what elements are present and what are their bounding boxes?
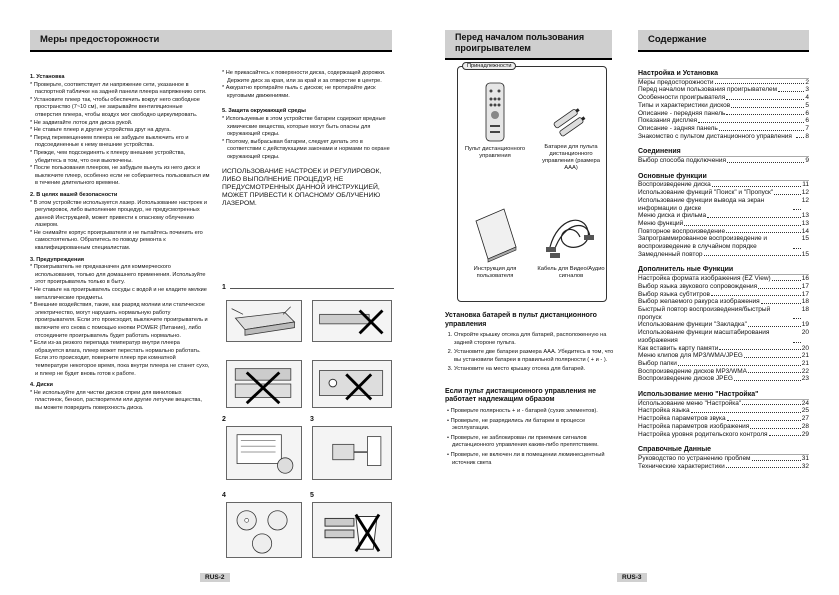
toc-entry[interactable]	[638, 345, 809, 353]
manual-book-icon	[470, 203, 520, 263]
toc-leader	[719, 345, 800, 351]
toc-page-number: 12	[801, 196, 809, 204]
step: 2. Установите две батареи размера AAA. Убедитесь в том, что вы установили батареи в правильной полярности ( + и - ).	[454, 349, 615, 364]
toc-entry[interactable]	[638, 102, 809, 110]
bullet: * Проверьте, соответствует ли напряжение сети, указанное в паспортной табличке на задней панели плеера напряжению сети.	[30, 82, 210, 97]
toc-entry-title: Запрограммированное воспроизведение и воспроизведение в случайном порядке	[638, 235, 768, 251]
left-page-title: Меры предосторожности	[30, 30, 392, 52]
toc-leader	[744, 352, 801, 358]
battery-icon	[551, 101, 591, 141]
toc-page-number: 18	[801, 305, 809, 313]
toc-page-number: 31	[801, 454, 809, 462]
figure-tray-push	[312, 300, 392, 342]
toc-entry[interactable]	[638, 79, 809, 87]
toc-entry-title: Использование функции "Закладка"	[638, 321, 747, 329]
toc-leader	[727, 157, 804, 163]
page-number-left: RUS-2	[200, 573, 230, 582]
toc-page-number: 20	[801, 344, 809, 352]
step: 1. Откройте крышку отсека для батарей, расположенную на задней стороне пульта.	[454, 332, 615, 347]
section-title: 5. Защита окружающей среды	[222, 108, 306, 115]
toc-leader	[793, 197, 801, 210]
toc-entry[interactable]	[638, 235, 809, 250]
toc-page-number: 11	[802, 181, 809, 189]
trouble-item: • Проверьте полярность + и - батарей (сухих элементов).	[452, 408, 615, 416]
page-number-right: RUS-3	[617, 573, 647, 582]
toc-entry[interactable]	[638, 125, 809, 133]
toc-entry-title: Типы и характеристики дисков	[638, 101, 731, 109]
toc-entry[interactable]	[638, 415, 809, 423]
remote-trouble-list	[445, 408, 615, 467]
toc-entry[interactable]	[638, 463, 809, 471]
figure-moisture	[226, 426, 302, 480]
toc-leader	[691, 407, 801, 413]
toc-entry[interactable]	[638, 352, 809, 360]
toc-entry-title: Перед началом пользования проигрывателем	[638, 86, 778, 94]
toc-leader	[752, 455, 801, 461]
toc-entry-title: Повторное воспроизведение	[638, 227, 726, 235]
toc-page-number: 17	[801, 282, 809, 290]
toc-leader	[793, 329, 801, 342]
av-cable-icon	[544, 207, 598, 263]
toc-entry[interactable]	[638, 251, 809, 259]
toc-leader	[748, 321, 801, 327]
toc-leader	[727, 415, 801, 421]
toc-entry-title: Настройка параметров звука	[638, 415, 726, 423]
figure-no-stacking	[226, 360, 302, 408]
accessory-manual	[460, 203, 530, 280]
toc-entry-title: Настройка параметров изображения	[638, 422, 750, 430]
bullet: * Используемые в этом устройстве батареи содержат вредные химические вещества, которые могут быть опасны для окружающей среды.	[222, 116, 394, 139]
toc-page-number: 3	[805, 86, 809, 94]
toc-leader	[750, 423, 800, 429]
toc-entry-title: Использование функции масштабирования изображения	[638, 329, 770, 344]
toc-entry-title: Использование функций "Поиск" и "Пропуск"	[638, 189, 774, 197]
toc-leader	[769, 431, 801, 437]
toc-leader	[772, 275, 801, 281]
toc-page-number: 32	[801, 462, 809, 470]
trouble-item: • Проверьте, не разрядились ли батареи в процессе эксплуатации.	[452, 418, 615, 433]
toc-entry[interactable]	[638, 133, 809, 141]
toc-page-number: 28	[801, 422, 809, 430]
toc-page-number: 12	[801, 189, 809, 197]
toc-leader	[707, 212, 801, 218]
toc-entry-title: Настройка уровня родительского контроля	[638, 430, 768, 438]
figure-player-ventilation	[226, 300, 302, 342]
toc-leader	[778, 86, 804, 92]
toc-entry[interactable]	[638, 189, 809, 197]
toc-page-number: 2	[805, 78, 809, 86]
accessory-batteries	[536, 101, 606, 172]
bullet: * Не ставьте плеер и другие устройства друг на друга.	[30, 127, 210, 135]
toc-entry[interactable]	[638, 360, 809, 368]
bullet: * Поэтому, выбрасывая батареи, следует делать это в соответствии с действующими законами и нормами по охране окружающей среды.	[222, 139, 394, 162]
cross-mark-icon	[313, 361, 391, 407]
toc-leader	[731, 102, 804, 108]
toc-entry[interactable]	[638, 197, 809, 212]
toc-page-number: 14	[801, 227, 809, 235]
accessory-label: Пульт дистанционного управления	[464, 146, 526, 159]
toc-page-number: 17	[801, 290, 809, 298]
toc-page-number: 23	[801, 375, 809, 383]
toc-entry[interactable]	[638, 157, 809, 165]
precautions-column-1	[30, 70, 210, 413]
toc-page-number: 27	[801, 415, 809, 423]
toc-entry-title: Выбор языка субтитров	[638, 290, 710, 298]
toc-entry[interactable]	[638, 212, 809, 220]
table-of-contents	[638, 70, 809, 470]
bullet: * Перед перемещением плеера не забудьте выключить его и подсоединенные к нему внешние устройства.	[30, 135, 210, 150]
toc-page-number: 22	[801, 367, 809, 375]
toc-entry[interactable]	[638, 228, 809, 236]
figure-battery-disposal	[312, 502, 392, 558]
toc-entry[interactable]	[638, 181, 809, 189]
figure-disc-handling	[226, 502, 302, 558]
toc-entry[interactable]	[638, 110, 809, 118]
toc-leader	[711, 291, 801, 297]
toc-group-title: Дополнитель ные Функции	[638, 266, 809, 275]
bullet: * Внешние воздействия, такие, как разряд молнии или статическое электричество, могут нарушить нормальную работу проигрывателя. Если это происходит, выключите проигрыватель и включите его снова с помощью кнопки POWER (Питание), либо отсоедините проигрыватель будет работать нормально.	[30, 302, 210, 340]
toc-page-number: 15	[801, 250, 809, 258]
accessories-box	[457, 63, 607, 302]
laser-warning: ИСПОЛЬЗОВАНИЕ НАСТРОЕК И РЕГУЛИРОВОК, ЛИБО ВЫПОЛНЕНИЕ ПРОЦЕДУР, НЕ ПРЕДУСМОТРЕННЫХ ДАННОЙ ИНСТРУКЦИЕЙ, МОЖЕТ ПРИВЕСТИ К ОПАСНОМУ ОБЛУЧЕНИЮ ЛАЗЕРОМ.	[222, 167, 382, 208]
remote-control-icon	[480, 81, 510, 143]
toc-entry[interactable]	[638, 423, 809, 431]
bullet: * Проигрыватель не предназначен для коммерческого использования, только для домашнего применения. Используйте этот проигрыватель только в быту.	[30, 264, 210, 287]
toc-leader	[742, 400, 801, 406]
toc-page-number: 29	[801, 430, 809, 438]
battery-install-steps	[445, 332, 615, 374]
toc-entry-title: Выбор желаемого ракурса изображения	[638, 298, 760, 306]
toc-page-number: 5	[805, 101, 809, 109]
toc-page-number: 9	[805, 157, 809, 165]
figure-unplug	[312, 426, 392, 480]
toc-page-number: 8	[805, 132, 809, 140]
toc-entry[interactable]	[638, 94, 809, 102]
bullet: * Аккуратно протирайте пыль с дисков; не протирайте диск круговыми движениями.	[222, 85, 394, 100]
toc-entry-title: Особенности проигрывателя	[638, 94, 726, 102]
toc-entry[interactable]	[638, 368, 809, 376]
toc-page-number: 15	[801, 235, 809, 243]
toc-leader	[712, 181, 802, 187]
toc-entry[interactable]	[638, 283, 809, 291]
toc-page-number: 21	[801, 352, 809, 360]
toc-page-number: 6	[805, 117, 809, 125]
toc-group-title: Настройка и Установка	[638, 70, 809, 79]
bullet: * Не ставьте на проигрыватель сосуды с водой и не кладите мелкие металлические предметы.	[30, 287, 210, 302]
bullet: * Не используйте для чистки дисков спреи для виниловых пластинок, бензол, растворители или другие летучие вещества, вы можете повредить поверхность диска.	[30, 390, 210, 413]
toc-page-number: 25	[801, 407, 809, 415]
toc-leader	[715, 79, 805, 85]
toc-entry[interactable]	[638, 117, 809, 125]
toc-title: Содержание	[638, 30, 809, 52]
toc-leader	[761, 298, 801, 304]
precautions-column-2	[222, 70, 394, 209]
toc-page-number: 24	[801, 399, 809, 407]
toc-page-number: 19	[801, 321, 809, 329]
toc-entry[interactable]	[638, 86, 809, 94]
toc-entry-title: Настройка языка	[638, 407, 690, 415]
divider	[230, 288, 394, 289]
toc-leader	[748, 368, 801, 374]
toc-entry[interactable]	[638, 375, 809, 383]
trouble-item: • Проверьте, не включен ли в помещении люминесцентный источник света	[452, 452, 615, 467]
toc-page-number: 16	[801, 275, 809, 283]
toc-leader	[774, 189, 801, 195]
toc-page-number: 6	[805, 109, 809, 117]
toc-entry[interactable]	[638, 306, 809, 321]
bullet: * Прежде, чем подсоединять к плееру внешние устройства, убедитесь в том, что они выключены.	[30, 150, 210, 165]
toc-entry-title: Меню диска и фильма	[638, 212, 707, 220]
toc-leader	[698, 117, 804, 123]
bullet: * Не прикасайтесь к поверхности диска, содержащей дорожки. Держите диск за края, или за край и за отверстие в центре.	[222, 70, 394, 85]
toc-entry-title: Воспроизведение диска	[638, 181, 711, 189]
hand-icon	[227, 427, 301, 479]
dvd-player-illustration	[227, 301, 301, 341]
bullet: * Не задвигайте лоток для диска рукой.	[30, 120, 210, 128]
toc-entry-title: Технические характеристики	[638, 462, 725, 470]
toc-entry-title: Знакомство с пультом дистанционного управления	[638, 132, 792, 140]
battery-instructions	[445, 312, 615, 469]
bullet: * Если из-за резкого перепада температур внутри плеера образуется влага, плеер может перестать нормально работать. Если это происходит, поверните плеер при комнатной температуре некоторое время, пока внутри плеера не станет сухо, и плеер не будет вновь готов к работе.	[30, 340, 210, 378]
toc-entry[interactable]	[638, 455, 809, 463]
toc-entry[interactable]	[638, 275, 809, 283]
toc-leader	[726, 463, 801, 469]
toc-entry-title: Меню функций	[638, 219, 684, 227]
section-title: 3. Предупреждения	[30, 256, 85, 263]
toc-entry-title: Руководство по устранению проблем	[638, 454, 751, 462]
cross-mark-icon	[313, 301, 391, 341]
toc-leader	[726, 228, 801, 234]
toc-leader	[719, 125, 805, 131]
accessory-label: Инструкция для пользователя	[473, 266, 517, 279]
toc-entry-title: Описание - задняя панель	[638, 124, 718, 132]
toc-page-number: 21	[801, 359, 809, 367]
accessory-label: Кабель для Видео/Аудио сигналов	[537, 266, 605, 279]
figure-number: 1	[222, 284, 226, 291]
bullet: * Не снимайте корпус проигрывателя и не пытайтесь починить его самостоятельно. Обратитесь по поводу ремонта к квалифицированным специалистам.	[30, 230, 210, 253]
bullet: * В этом устройстве используется лазер. Использование настроек и регулировок, либо выполнение процедур, не предусмотренных данной Инструкцией, может привести к опасному облучению лазером.	[30, 200, 210, 230]
remote-trouble-title: Если пульт дистанционного управления не работает надлежащим образом	[445, 387, 597, 404]
battery-install-title: Установка батарей в пульт дистанционного управления	[445, 312, 597, 328]
toc-group-title: Соединения	[638, 148, 809, 157]
section-title: 4. Диски	[30, 382, 53, 389]
toc-page-number: 13	[801, 219, 809, 227]
toc-page-number: 18	[801, 298, 809, 306]
toc-entry[interactable]	[638, 298, 809, 306]
figure-number: 5	[310, 492, 314, 499]
toc-leader	[684, 220, 800, 226]
toc-entry-title: Показания дисплея	[638, 117, 698, 125]
toc-leader	[726, 94, 804, 100]
toc-page-number: 13	[801, 212, 809, 220]
toc-leader	[758, 283, 801, 289]
toc-entry-title: Меню клипов для MP3/WMA/JPEG	[638, 352, 743, 360]
toc-page-number: 7	[805, 124, 809, 132]
trouble-item: • Проверьте, не заблокирован ли приемник сигналов дистанционного управления каким-либо препятствием.	[452, 435, 615, 450]
toc-entry-title: Настройка формата изображения (EZ View)	[638, 275, 771, 283]
plug-icon	[313, 427, 391, 479]
toc-entry-title: Выбор языка звукового сопровождения	[638, 282, 758, 290]
cross-mark-icon	[313, 503, 391, 557]
accessory-remote	[460, 81, 530, 160]
toc-leader	[678, 360, 801, 366]
toc-leader	[796, 133, 804, 139]
figure-number: 3	[310, 416, 314, 423]
toc-entry-title: Воспроизведение дисков MP3/WMA	[638, 367, 747, 375]
toc-group-title: Справочные Данные	[638, 446, 809, 455]
accessories-tag: Принадлежности	[462, 62, 516, 70]
toc-leader	[734, 375, 801, 381]
cross-mark-icon	[227, 361, 301, 407]
accessory-cable	[536, 207, 606, 280]
toc-entry-title: Быстрый повтор воспроизведения/быстрый пропуск	[638, 305, 771, 321]
toc-page-number: 20	[801, 329, 809, 337]
figure-rear-connection	[312, 360, 392, 408]
toc-entry-title: Выбор способа подключения	[638, 157, 727, 165]
toc-group-title: Основные функции	[638, 173, 809, 182]
toc-entry-title: Выбор папки	[638, 359, 677, 367]
toc-entry-title: Воспроизведение дисков JPEG	[638, 375, 733, 383]
figure-number: 4	[222, 492, 226, 499]
bullet: * Установите плеер так, чтобы обеспечить вокруг него свободное пространство (7~10 см), не закрывайте вентиляционные отверстия плеера, чтобы воздух мог свободно циркулировать.	[30, 97, 210, 120]
middle-page-title: Перед началом пользования проигрывателем	[445, 30, 612, 60]
toc-entry[interactable]	[638, 407, 809, 415]
toc-leader	[726, 110, 804, 116]
toc-page-number: 4	[805, 94, 809, 102]
accessory-label: Батареи для пульта дистанционного управления (размера AAA)	[542, 144, 600, 171]
toc-group-title: Использование меню "Настройка"	[638, 391, 809, 400]
toc-leader	[704, 251, 801, 257]
toc-leader	[793, 306, 801, 319]
toc-entry[interactable]	[638, 329, 809, 344]
toc-entry[interactable]	[638, 220, 809, 228]
toc-entry-title: Меры предосторожности	[638, 78, 714, 86]
toc-entry-title: Замедленный повтор	[638, 250, 703, 258]
toc-entry-title: Использование функции вывода на экран информации о диске	[638, 196, 765, 212]
toc-leader	[793, 235, 801, 248]
step: 3. Установите на место крышку отсека для батарей.	[454, 366, 615, 374]
toc-entry[interactable]	[638, 321, 809, 329]
disc-icon	[227, 503, 301, 557]
section-title: 2. В целях вашей безопасности	[30, 191, 118, 198]
toc-entry-title: Использование меню "Настройка"	[638, 399, 742, 407]
toc-entry-title: Как вставить карту памяти	[638, 344, 719, 352]
toc-entry[interactable]	[638, 431, 809, 439]
section-title: 1. Установка	[30, 74, 65, 80]
figure-number: 2	[222, 416, 226, 423]
bullet: * После пользования плеером, не забудьте вынуть из него диск и выключите плеер, особенно если не собираетесь пользоваться им в течение длительного времени.	[30, 165, 210, 188]
toc-entry-title: Описание - передняя панель	[638, 109, 726, 117]
